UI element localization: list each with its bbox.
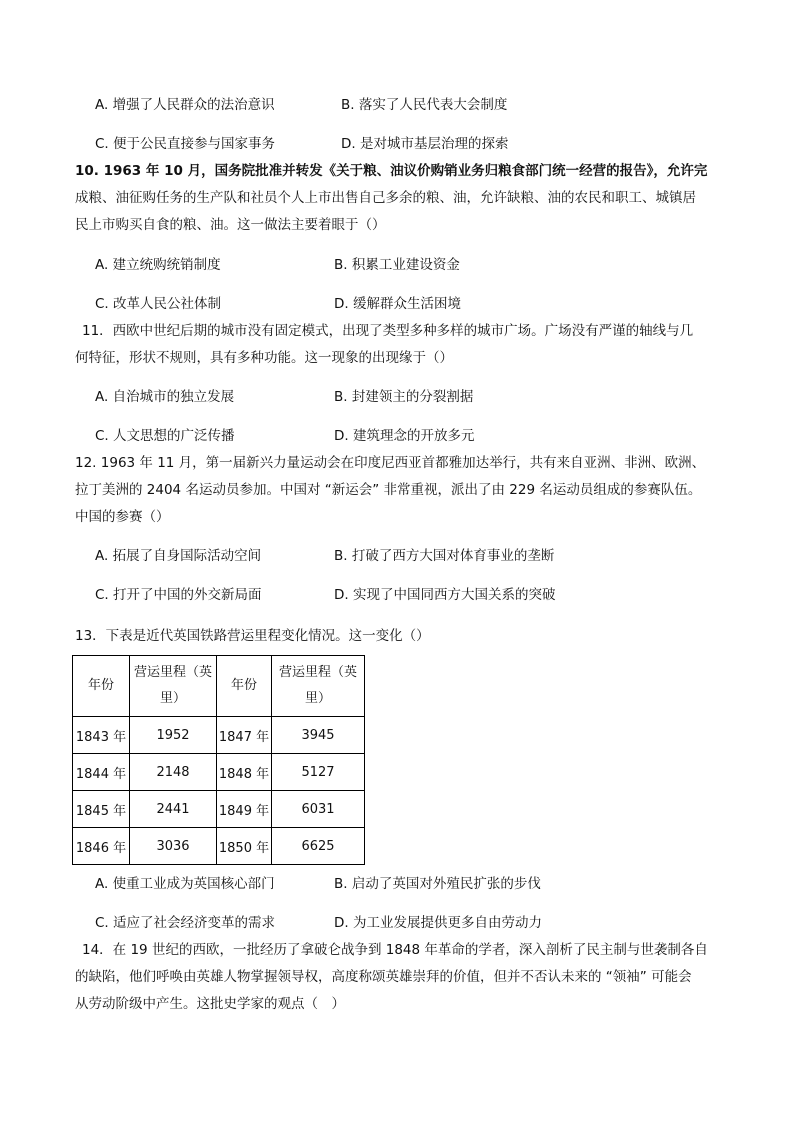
q12-option-d: D. 实现了中国同西方大国关系的突破 <box>334 587 556 603</box>
header-year-1: 年份 <box>73 656 130 717</box>
q11-stem-line-1: 11．西欧中世纪后期的城市没有固定模式，出现了类型多种多样的城市广场。广场没有严谨的轴线与几 <box>82 323 694 339</box>
year-cell: 1848 年 <box>217 754 272 791</box>
q11-option-c: C. 人文思想的广泛传播 <box>95 428 235 444</box>
mileage-cell: 2441 <box>130 791 217 828</box>
year-cell: 1846 年 <box>73 828 130 865</box>
q10-stem-line-2: 成粮、油征购任务的生产队和社员个人上市出售自己多余的粮、油，允许缺粮、油的农民和职工、城镇居 <box>75 190 696 206</box>
q12-option-a: A. 拓展了自身国际活动空间 <box>95 548 262 564</box>
q13-option-a: A. 使重工业成为英国核心部门 <box>95 876 275 892</box>
q14-stem-line-2: 的缺陷，他们呼唤由英雄人物掌握领导权，高度称颂英雄崇拜的价值，但并不否认未来的 “领袖” 可能会 <box>75 969 692 985</box>
year-cell: 1843 年 <box>73 717 130 754</box>
q12-stem-line-2: 拉丁美洲的 2404 名运动员参加。中国对 “新运会” 非常重视，派出了由 229 名运动员组成的参赛队伍。 <box>75 482 702 498</box>
mileage-cell: 6031 <box>272 791 365 828</box>
q13-option-d: D. 为工业发展提供更多自由劳动力 <box>334 915 542 931</box>
q9-option-b: B. 落实了人民代表大会制度 <box>341 97 508 113</box>
mileage-cell: 5127 <box>272 754 365 791</box>
q9-option-c: C. 便于公民直接参与国家事务 <box>95 136 276 152</box>
railway-mileage-table <box>72 655 365 865</box>
mileage-cell: 3036 <box>130 828 217 865</box>
q11-option-a: A. 自治城市的独立发展 <box>95 389 235 405</box>
table-row <box>73 717 365 754</box>
mileage-cell: 1952 <box>130 717 217 754</box>
q13-option-c: C. 适应了社会经济变革的需求 <box>95 915 276 931</box>
q10-option-c: C. 改革人民公社体制 <box>95 296 222 312</box>
year-cell: 1844 年 <box>73 754 130 791</box>
year-cell: 1847 年 <box>217 717 272 754</box>
q12-option-c: C. 打开了中国的外交新局面 <box>95 587 262 603</box>
table-row <box>73 828 365 865</box>
year-cell: 1849 年 <box>217 791 272 828</box>
q12-stem-line-1: 12. 1963 年 11 月，第一届新兴力量运动会在印度尼西亚首都雅加达举行，共有来自亚洲、非洲、欧洲、 <box>75 455 706 471</box>
q10-option-b: B. 积累工业建设资金 <box>334 257 460 273</box>
q13-option-b: B. 启动了英国对外殖民扩张的步伐 <box>334 876 541 892</box>
table-row <box>73 754 365 791</box>
q11-option-b: B. 封建领主的分裂割据 <box>334 389 474 405</box>
q14-stem-line-1: 14．在 19 世纪的西欧，一批经历了拿破仑战争到 1848 年革命的学者，深入剖析了民主制与世袭制各自 <box>82 942 708 958</box>
q10-stem-line-3: 民上市购买自食的粮、油。这一做法主要着眼于（） <box>75 217 386 233</box>
mileage-cell: 3945 <box>272 717 365 754</box>
q10-option-d: D. 缓解群众生活困境 <box>334 296 461 312</box>
year-cell: 1845 年 <box>73 791 130 828</box>
q11-stem-line-2: 何特征，形状不规则，具有多种功能。这一现象的出现缘于（） <box>75 350 453 366</box>
q13-stem: 13．下表是近代英国铁路营运里程变化情况。这一变化（） <box>75 628 430 644</box>
q14-stem-line-3: 从劳动阶级中产生。这批史学家的观点（ ） <box>75 996 345 1012</box>
mileage-cell: 6625 <box>272 828 365 865</box>
q10-option-a: A. 建立统购统销制度 <box>95 257 221 273</box>
q11-option-d: D. 建筑理念的开放多元 <box>334 428 475 444</box>
mileage-cell: 2148 <box>130 754 217 791</box>
year-cell: 1850 年 <box>217 828 272 865</box>
q9-option-d: D. 是对城市基层治理的探索 <box>341 136 509 152</box>
q12-stem-line-3: 中国的参赛（） <box>75 509 170 525</box>
q12-option-b: B. 打破了西方大国对体育事业的垄断 <box>334 548 555 564</box>
table-header-row <box>73 656 365 717</box>
header-mileage-2: 营运里程（英里） <box>272 656 365 717</box>
q10-stem-line-1: 10. 1963 年 10 月，国务院批准并转发《关于粮、油议价购销业务归粮食部门统一经营的报告》，允许完 <box>75 163 708 179</box>
table-row <box>73 791 365 828</box>
header-mileage-1: 营运里程（英里） <box>130 656 217 717</box>
header-year-2: 年份 <box>217 656 272 717</box>
q9-option-a: A. 增强了人民群众的法治意识 <box>95 97 275 113</box>
